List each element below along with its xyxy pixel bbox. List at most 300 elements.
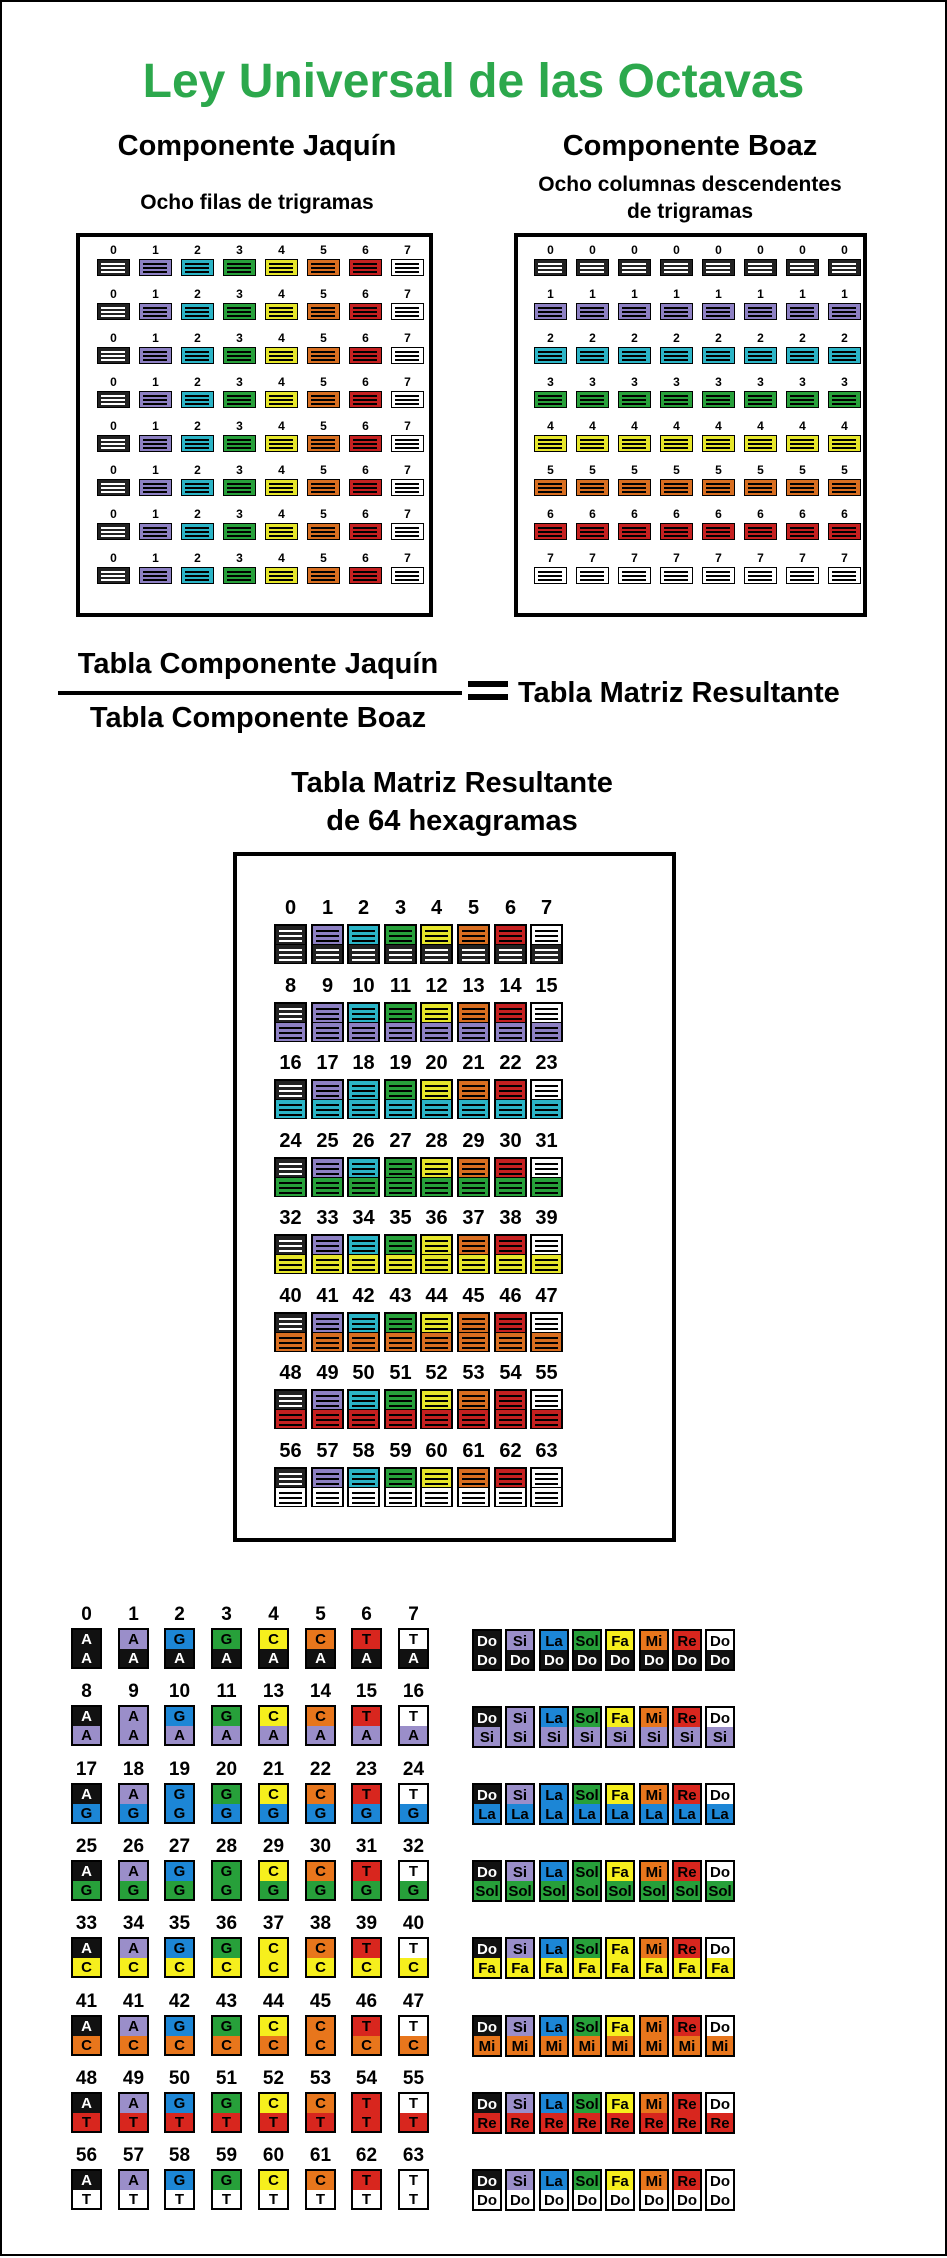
dna-number: 49 xyxy=(122,2068,145,2089)
trigram-number: 4 xyxy=(841,419,848,433)
note-label: La xyxy=(545,1787,563,1804)
trigram-number: 6 xyxy=(799,507,806,521)
note-label: La xyxy=(545,2173,563,2190)
note-top xyxy=(474,2094,500,2113)
note-label: Si xyxy=(579,1729,595,1746)
dna-base-letter: C xyxy=(268,2095,279,2112)
note-label: Fa xyxy=(611,1787,629,1804)
note-top xyxy=(541,1631,567,1650)
dna-base-letter: C xyxy=(268,2036,279,2054)
hexagram-number: 54 xyxy=(499,1362,522,1384)
note-top xyxy=(474,2017,500,2036)
dna-base-letter: A xyxy=(128,1863,139,1880)
note-bottom xyxy=(674,1727,700,1746)
trigram-number: 3 xyxy=(236,507,243,521)
note-top xyxy=(607,1939,633,1958)
dna-number: 53 xyxy=(309,2068,332,2089)
trigram-number: 1 xyxy=(757,287,764,301)
note-top xyxy=(707,1939,733,1958)
dna-base-letter: G xyxy=(267,1804,280,1822)
page-title: Ley Universal de las Octavas xyxy=(142,55,805,108)
note-label: Re xyxy=(677,1941,697,1958)
dna-base-letter: C xyxy=(268,1863,279,1880)
note-cell xyxy=(605,1629,635,1671)
trigram-number: 5 xyxy=(320,331,327,345)
note-bottom xyxy=(574,2113,600,2132)
dna-number: 23 xyxy=(355,1759,378,1780)
dna-number: 41 xyxy=(122,1991,145,2012)
note-label: Do xyxy=(710,1652,730,1669)
dna-number: 2 xyxy=(174,1604,185,1625)
trigram-number: 0 xyxy=(589,243,596,257)
hexagram-number: 37 xyxy=(462,1207,485,1229)
note-top xyxy=(674,2171,700,2190)
dna-number: 1 xyxy=(128,1604,139,1625)
trigram-number: 1 xyxy=(547,287,554,301)
hexagram-number: 33 xyxy=(316,1207,339,1229)
trigram-number: 2 xyxy=(194,463,201,477)
note-label: Si xyxy=(512,2173,528,2190)
dna-number: 5 xyxy=(315,1604,326,1625)
hexagram-number: 13 xyxy=(462,975,485,997)
hexagram-number: 2 xyxy=(357,897,370,919)
trigram-number: 5 xyxy=(320,551,327,565)
note-top xyxy=(607,1708,633,1727)
note-bottom xyxy=(574,2190,600,2209)
note-label: Fa xyxy=(678,1960,696,1977)
dna-base-letter: G xyxy=(173,1631,186,1648)
trigram-number: 7 xyxy=(799,551,806,565)
trigram-number: 1 xyxy=(152,551,159,565)
note-cell xyxy=(505,1860,535,1902)
note-cell xyxy=(539,1629,569,1671)
hexagram-number: 6 xyxy=(504,897,517,919)
dna-base-letter: G xyxy=(220,1863,233,1880)
trigram-number: 3 xyxy=(236,463,243,477)
note-cell xyxy=(705,1706,735,1748)
note-cell xyxy=(705,1783,735,1825)
note-label: Do xyxy=(510,2192,530,2209)
note-bottom xyxy=(474,1727,500,1746)
trigram-number: 4 xyxy=(547,419,554,433)
dna-base-letter: C xyxy=(315,1631,326,1648)
dna-base-letter: C xyxy=(361,2036,372,2054)
dna-base-letter: T xyxy=(361,2095,372,2112)
note-cell xyxy=(605,1706,635,1748)
hexagram-number: 61 xyxy=(462,1440,485,1462)
note-bottom xyxy=(541,1650,567,1669)
note-cell xyxy=(605,2169,635,2211)
dna-base-letter: T xyxy=(408,2172,419,2189)
dna-base-letter: A xyxy=(128,1649,139,1667)
trigram-number: 6 xyxy=(362,331,369,345)
dna-base-letter: G xyxy=(220,2095,233,2112)
note-bottom xyxy=(641,1727,667,1746)
note-cell xyxy=(639,1783,669,1825)
note-label: Mi xyxy=(611,2038,629,2055)
note-top xyxy=(574,1939,600,1958)
note-top xyxy=(474,1631,500,1650)
note-bottom xyxy=(507,1804,533,1823)
note-cell xyxy=(505,2169,535,2211)
trigram-number: 0 xyxy=(715,243,722,257)
trigram-number: 2 xyxy=(547,331,554,345)
hexagram-number: 9 xyxy=(321,975,334,997)
note-bottom xyxy=(607,1958,633,1977)
dna-number: 51 xyxy=(215,2068,238,2089)
note-cell xyxy=(639,2092,669,2134)
trigram-number: 1 xyxy=(152,331,159,345)
note-cell xyxy=(472,2015,502,2057)
note-label: Re xyxy=(610,2115,630,2132)
trigram-number: 3 xyxy=(799,375,806,389)
dna-base-letter: T xyxy=(408,1786,419,1803)
note-cell xyxy=(672,1860,702,1902)
dna-base-letter: G xyxy=(173,1863,186,1880)
dna-number: 16 xyxy=(402,1681,425,1702)
dna-base-letter: T xyxy=(361,1863,372,1880)
dna-base-letter: A xyxy=(128,1708,139,1725)
hexagram-number: 27 xyxy=(389,1130,412,1152)
trigram-number: 6 xyxy=(362,419,369,433)
trigram-number: 5 xyxy=(841,463,848,477)
dna-base-letter: A xyxy=(81,2095,92,2112)
trigram-number: 1 xyxy=(152,507,159,521)
dna-number: 36 xyxy=(215,1913,238,1934)
dna-base-letter: G xyxy=(220,2172,233,2189)
dna-base-letter: C xyxy=(315,2036,326,2054)
note-label: Do xyxy=(710,2096,730,2113)
note-bottom xyxy=(474,2190,500,2209)
note-bottom xyxy=(641,1958,667,1977)
note-label: Re xyxy=(677,2096,697,2113)
dna-base-letter: T xyxy=(81,2113,92,2131)
note-label: Do xyxy=(610,1652,630,1669)
hexagram-number: 4 xyxy=(430,897,443,919)
note-cell xyxy=(505,2092,535,2134)
note-label: Fa xyxy=(545,1960,563,1977)
note-cell xyxy=(639,1937,669,1979)
hexagram-number: 16 xyxy=(279,1052,302,1074)
trigram-number: 7 xyxy=(673,551,680,565)
note-top xyxy=(541,2017,567,2036)
note-cell xyxy=(672,2015,702,2057)
note-cell xyxy=(672,2092,702,2134)
dna-base-letter: G xyxy=(173,2018,186,2035)
note-cell xyxy=(572,1860,602,1902)
hexagram-number: 3 xyxy=(394,897,407,919)
dna-base-letter: A xyxy=(315,1726,326,1744)
note-label: Fa xyxy=(611,2019,629,2036)
note-label: Do xyxy=(477,2173,497,2190)
note-bottom xyxy=(674,2190,700,2209)
note-bottom xyxy=(541,2036,567,2055)
trigram-number: 3 xyxy=(236,243,243,257)
note-bottom xyxy=(674,1650,700,1669)
note-top xyxy=(674,2017,700,2036)
note-label: Do xyxy=(477,1652,497,1669)
note-top xyxy=(707,1785,733,1804)
note-top xyxy=(674,1631,700,1650)
boaz-subtitle-line1: Ocho columnas descendentes xyxy=(538,173,842,196)
note-cell xyxy=(705,1937,735,1979)
dna-number: 61 xyxy=(309,2145,332,2166)
dna-base-letter: C xyxy=(315,2095,326,2112)
dna-number: 50 xyxy=(168,2068,191,2089)
trigram-number: 0 xyxy=(547,243,554,257)
dna-base-letter: A xyxy=(408,1649,419,1667)
hexagram-number: 49 xyxy=(316,1362,339,1384)
trigram-number: 6 xyxy=(362,507,369,521)
hexagram-number: 63 xyxy=(535,1440,558,1462)
note-cell xyxy=(472,1860,502,1902)
trigram-number: 7 xyxy=(404,331,411,345)
dna-number: 20 xyxy=(215,1759,238,1780)
trigram-number: 6 xyxy=(362,463,369,477)
dna-number: 35 xyxy=(168,1913,191,1934)
trigram-number: 5 xyxy=(320,375,327,389)
note-top xyxy=(607,2094,633,2113)
trigram-number: 1 xyxy=(152,419,159,433)
hexagram-number: 18 xyxy=(352,1052,375,1074)
dna-number: 41 xyxy=(75,1991,98,2012)
note-label: Do xyxy=(710,1633,730,1650)
dna-base-letter: A xyxy=(81,1726,92,1744)
note-label: Do xyxy=(577,1652,597,1669)
note-cell xyxy=(472,1783,502,1825)
note-label: Fa xyxy=(611,1960,629,1977)
trigram-number: 4 xyxy=(799,419,806,433)
dna-number: 3 xyxy=(221,1604,232,1625)
dna-number: 26 xyxy=(122,1836,145,1857)
note-label: Re xyxy=(677,1864,697,1881)
note-bottom xyxy=(674,1958,700,1977)
trigram-number: 7 xyxy=(404,375,411,389)
note-bottom xyxy=(474,1650,500,1669)
trigram-number: 6 xyxy=(362,551,369,565)
dna-base-letter: C xyxy=(315,1958,326,1976)
note-label: Mi xyxy=(645,1941,663,1958)
hexagram-number: 34 xyxy=(352,1207,375,1229)
dna-base-letter: G xyxy=(173,1708,186,1725)
note-bottom xyxy=(574,1881,600,1900)
note-label: Do xyxy=(644,1652,664,1669)
note-label: Sol xyxy=(642,1883,666,1900)
note-label: Fa xyxy=(611,1710,629,1727)
dna-base-letter: T xyxy=(408,2113,419,2131)
trigram-number: 2 xyxy=(194,287,201,301)
dna-base-letter: G xyxy=(80,1804,93,1822)
note-bottom xyxy=(474,1958,500,1977)
note-cell xyxy=(605,1937,635,1979)
note-label: La xyxy=(645,1806,663,1823)
jaquin-heading: Componente Jaquín xyxy=(117,130,397,162)
hexagram-number: 38 xyxy=(499,1207,522,1229)
dna-base-letter: C xyxy=(268,2018,279,2035)
note-label: Re xyxy=(577,2115,597,2132)
note-label: Do xyxy=(710,2019,730,2036)
dna-base-letter: A xyxy=(221,1649,232,1667)
dna-number: 27 xyxy=(168,1836,191,1857)
dna-base-letter: C xyxy=(315,2018,326,2035)
note-label: Re xyxy=(544,2115,564,2132)
hexagram-number: 11 xyxy=(389,975,412,997)
dna-base-letter: T xyxy=(128,2190,139,2208)
trigram-number: 0 xyxy=(757,243,764,257)
note-bottom xyxy=(541,2190,567,2209)
note-top xyxy=(574,1631,600,1650)
note-bottom xyxy=(707,1881,733,1900)
trigram-number: 0 xyxy=(110,419,117,433)
dna-base-letter: C xyxy=(128,2036,139,2054)
dna-base-letter: T xyxy=(361,1631,372,1648)
note-cell xyxy=(605,1860,635,1902)
dna-base-letter: G xyxy=(220,1804,233,1822)
note-cell xyxy=(539,1706,569,1748)
note-bottom xyxy=(607,2190,633,2209)
trigram-number: 0 xyxy=(110,331,117,345)
dna-base-letter: T xyxy=(315,2113,326,2131)
note-label: Fa xyxy=(478,1960,496,1977)
dna-base-letter: A xyxy=(128,1940,139,1957)
trigram-number: 0 xyxy=(631,243,638,257)
boaz-subtitle-line2: de trigramas xyxy=(626,200,754,223)
note-top xyxy=(674,2094,700,2113)
trigram-number: 7 xyxy=(547,551,554,565)
hexagram-number: 62 xyxy=(499,1440,522,1462)
hexagram-number: 45 xyxy=(462,1285,485,1307)
note-label: La xyxy=(545,1806,563,1823)
trigram-number: 0 xyxy=(799,243,806,257)
dna-number: 56 xyxy=(75,2145,98,2166)
hexagram-number: 51 xyxy=(389,1362,412,1384)
note-cell xyxy=(539,2092,569,2134)
hexagram-number: 28 xyxy=(425,1130,448,1152)
note-top xyxy=(641,1708,667,1727)
note-label: Sol xyxy=(608,1883,632,1900)
dna-number: 7 xyxy=(408,1604,419,1625)
trigram-number: 1 xyxy=(841,287,848,301)
trigram-number: 0 xyxy=(110,551,117,565)
note-label: Sol xyxy=(575,1941,599,1958)
note-label: Fa xyxy=(645,1960,663,1977)
hexagram-number: 15 xyxy=(535,975,558,997)
note-cell xyxy=(639,2015,669,2057)
dna-number: 13 xyxy=(262,1681,285,1702)
hexagram-number: 5 xyxy=(467,897,480,919)
trigram-number: 6 xyxy=(362,375,369,389)
note-label: La xyxy=(545,1941,563,1958)
hexagram-number: 7 xyxy=(540,897,553,919)
trigram-number: 3 xyxy=(236,331,243,345)
note-top xyxy=(474,1708,500,1727)
dna-number: 58 xyxy=(168,2145,191,2166)
hexagram-number: 21 xyxy=(462,1052,485,1074)
note-label: La xyxy=(545,1864,563,1881)
dna-base-letter: A xyxy=(128,1631,139,1648)
trigram-number: 5 xyxy=(320,507,327,521)
trigram-number: 1 xyxy=(152,287,159,301)
dna-number: 31 xyxy=(355,1836,378,1857)
dna-base-letter: A xyxy=(128,1726,139,1744)
note-cell xyxy=(572,2015,602,2057)
note-label: Do xyxy=(710,2192,730,2209)
note-top xyxy=(641,1785,667,1804)
note-bottom xyxy=(707,1727,733,1746)
note-bottom xyxy=(674,1804,700,1823)
note-label: Mi xyxy=(645,1787,663,1804)
trigram-number: 3 xyxy=(841,375,848,389)
note-cell xyxy=(605,1783,635,1825)
note-label: Mi xyxy=(478,2038,496,2055)
note-label: Si xyxy=(612,1729,628,1746)
note-label: Do xyxy=(710,2173,730,2190)
note-label: Do xyxy=(544,1652,564,1669)
trigram-number: 2 xyxy=(841,331,848,345)
dna-base-letter: C xyxy=(268,2172,279,2189)
trigram-number: 7 xyxy=(404,243,411,257)
note-label: Si xyxy=(512,1787,528,1804)
trigram-number: 2 xyxy=(589,331,596,345)
note-bottom xyxy=(541,1958,567,1977)
hexagram-number: 43 xyxy=(389,1285,412,1307)
note-top xyxy=(541,1785,567,1804)
hexagram-number: 57 xyxy=(316,1440,339,1462)
trigram-number: 7 xyxy=(631,551,638,565)
trigram-number: 3 xyxy=(236,375,243,389)
dna-base-letter: T xyxy=(315,2190,326,2208)
dna-number: 29 xyxy=(262,1836,285,1857)
note-bottom xyxy=(674,2036,700,2055)
note-cell xyxy=(505,1629,535,1671)
trigram-number: 4 xyxy=(757,419,764,433)
note-bottom xyxy=(574,1958,600,1977)
trigram-number: 2 xyxy=(673,331,680,345)
hexagram-number: 0 xyxy=(284,897,297,919)
trigram-number: 3 xyxy=(715,375,722,389)
note-top xyxy=(474,1939,500,1958)
note-label: Si xyxy=(512,2096,528,2113)
trigram-number: 3 xyxy=(236,287,243,301)
note-cell xyxy=(572,2092,602,2134)
note-cell xyxy=(672,1937,702,1979)
note-cell xyxy=(572,2169,602,2211)
note-cell xyxy=(472,1937,502,1979)
note-cell xyxy=(472,2169,502,2211)
dna-number: 55 xyxy=(402,2068,425,2089)
note-label: Mi xyxy=(511,2038,529,2055)
dna-base-letter: A xyxy=(81,1863,92,1880)
note-label: Do xyxy=(510,1652,530,1669)
dna-base-letter: T xyxy=(408,2095,419,2112)
note-bottom xyxy=(541,1804,567,1823)
trigram-number: 6 xyxy=(362,243,369,257)
dna-number: 47 xyxy=(402,1991,425,2012)
trigram-number: 4 xyxy=(589,419,596,433)
note-cell xyxy=(639,2169,669,2211)
note-top xyxy=(707,1708,733,1727)
note-cell xyxy=(472,1706,502,1748)
note-label: Sol xyxy=(575,1787,599,1804)
note-top xyxy=(541,2094,567,2113)
dna-base-letter: T xyxy=(268,2190,279,2208)
note-label: La xyxy=(678,1806,696,1823)
note-bottom xyxy=(474,1881,500,1900)
note-label: Do xyxy=(677,1652,697,1669)
dna-base-letter: G xyxy=(360,1881,373,1899)
trigram-number: 6 xyxy=(757,507,764,521)
dna-number: 54 xyxy=(355,2068,378,2089)
